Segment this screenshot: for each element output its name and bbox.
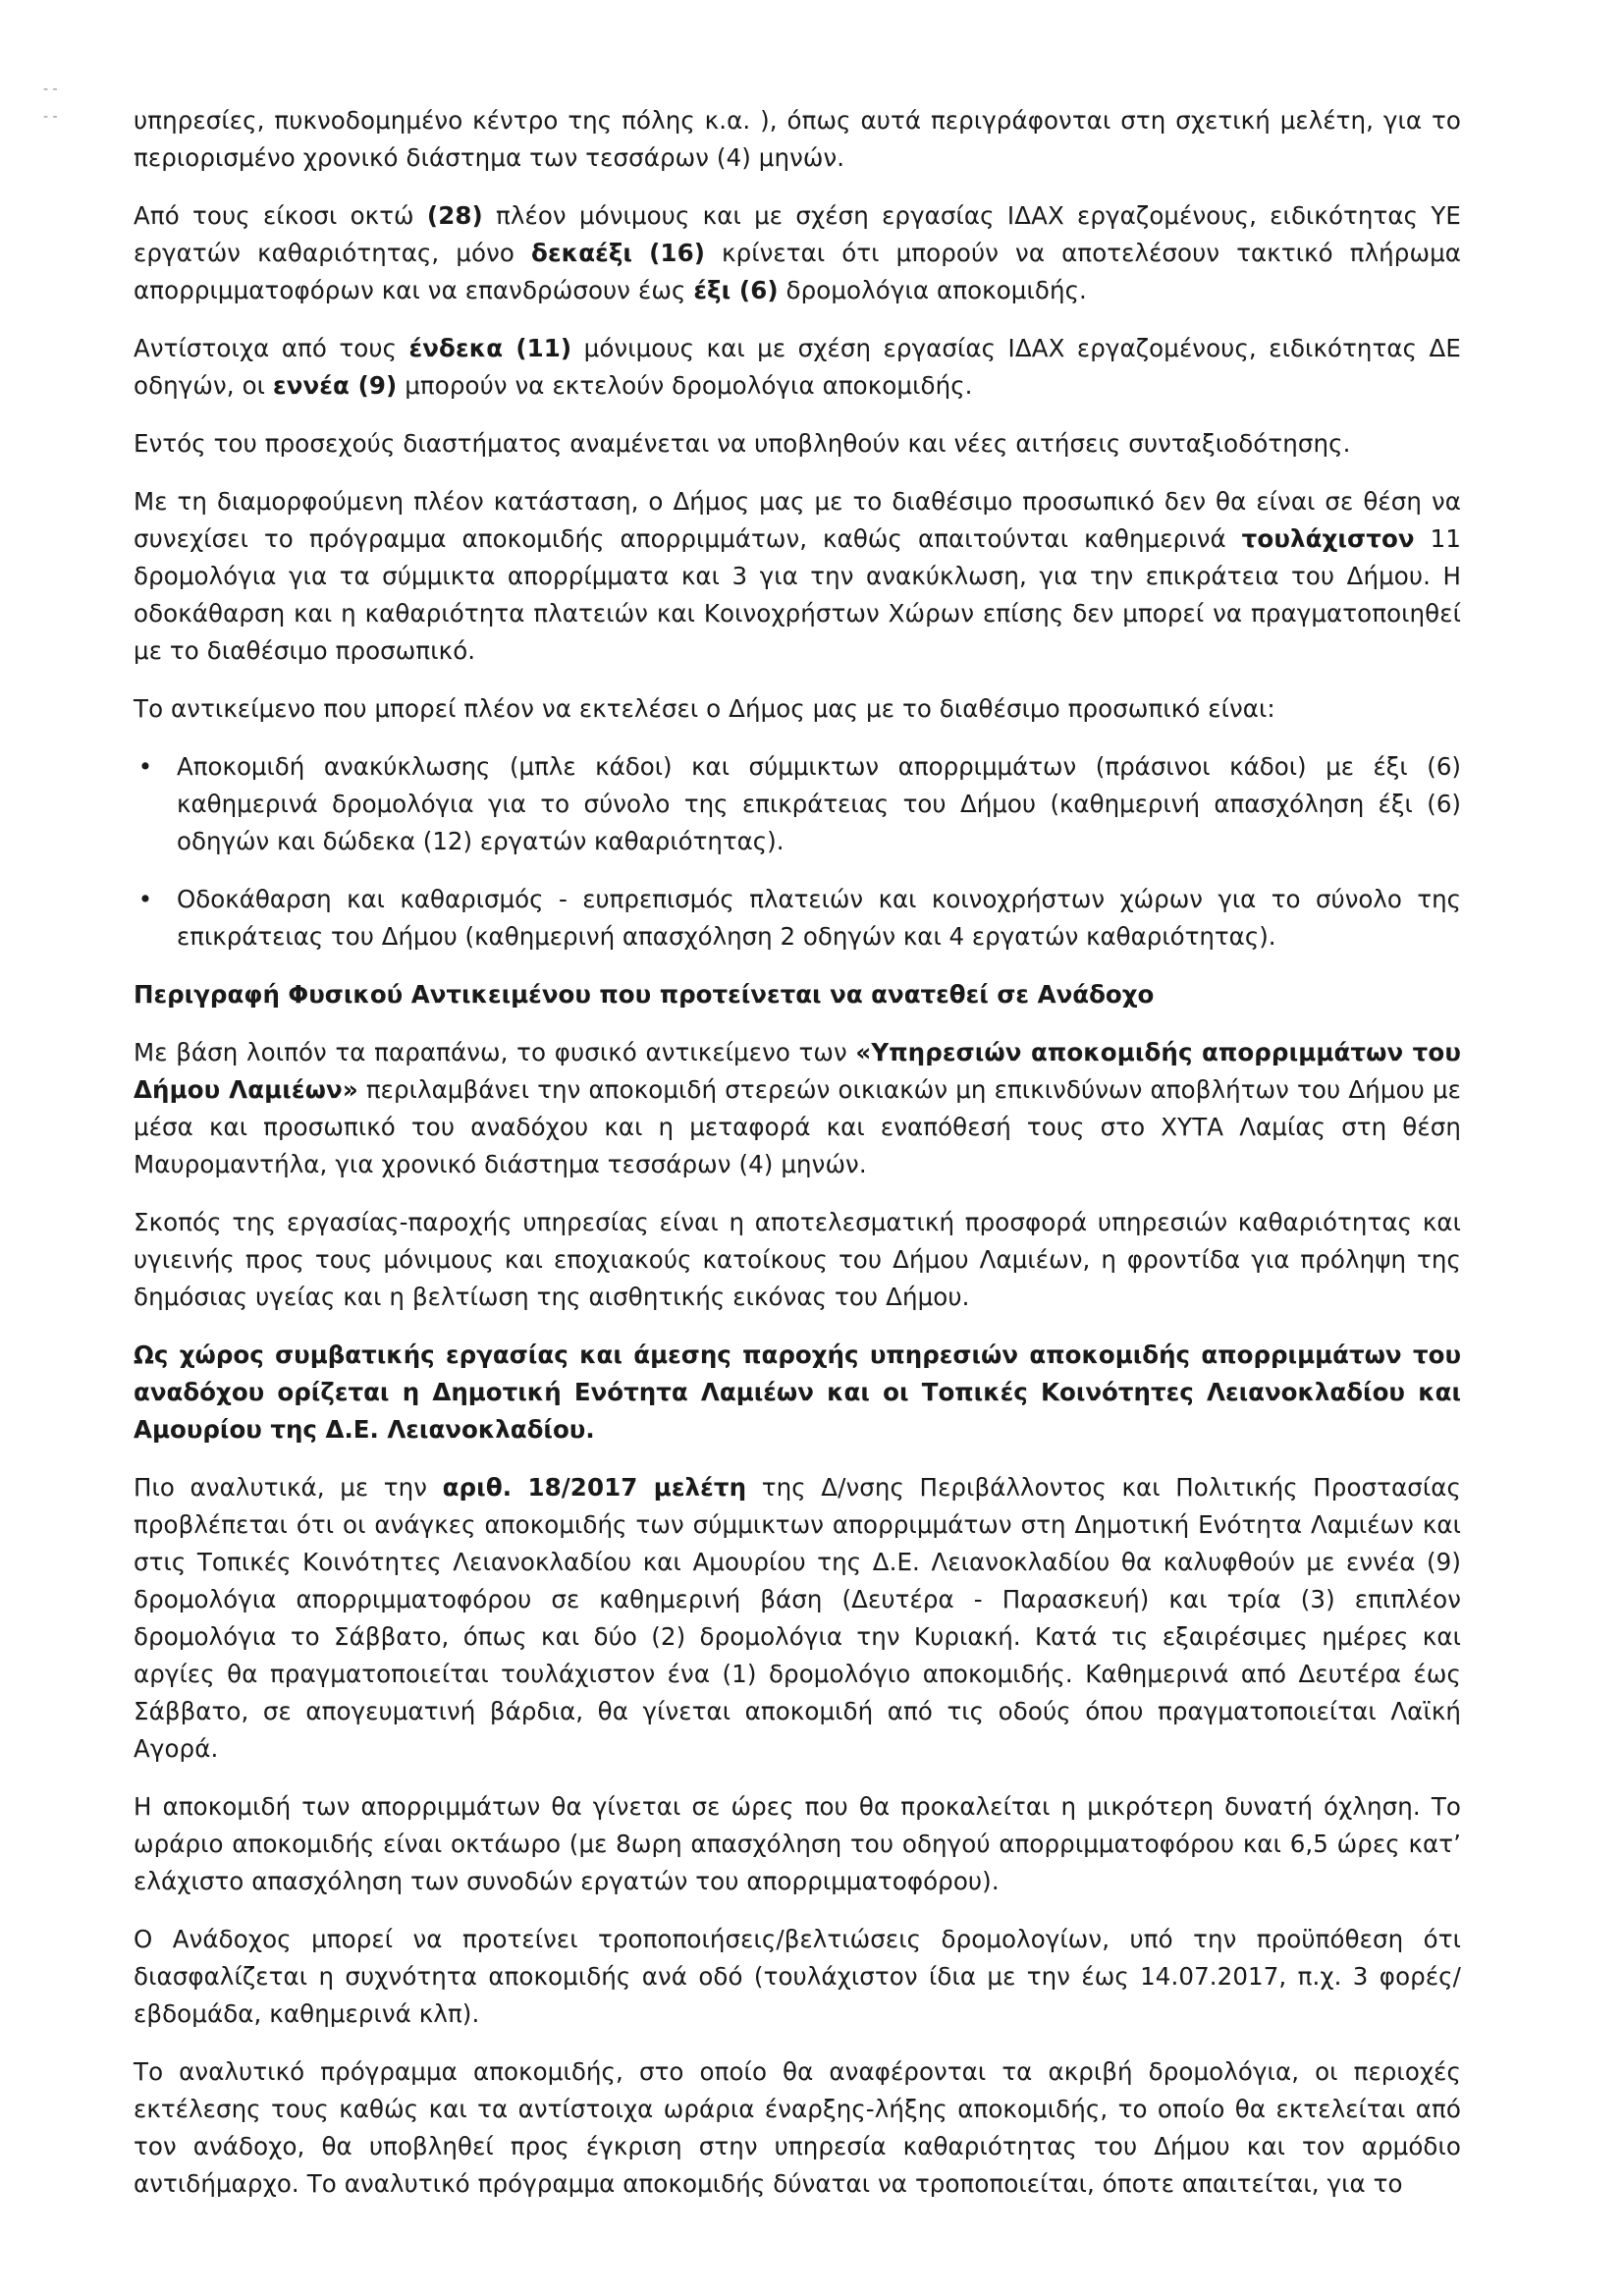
bullet-icon: • bbox=[137, 885, 153, 913]
paragraph-10: Η αποκομιδή των απορριμμάτων θα γίνεται σε ώρες που θα προκαλείται η μικρότερη δυνατή όχληση. Το ωράριο αποκομιδής είναι οκτάωρο (με 8ωρη απασχόληση του οδηγού απορριμματοφόρου και 6,5 ώρες κατ’ ελάχιστο απασχόληση των συνοδών εργατών του απορριμματοφόρου). bbox=[134, 1792, 1461, 1895]
list-item: • Οδοκάθαρση και καθαρισμός - ευπρεπισμός πλατειών και κοινοχρήστων χώρων για το σύνολο της επικράτειας του Δήμου (καθημερινή απασχόληση 2 οδηγών και 4 εργατών καθαριότητας). bbox=[134, 881, 1461, 956]
paragraph-12: Το αναλυτικό πρόγραμμα αποκομιδής, στο οποίο θα αναφέρονται τα ακριβή δρομολόγια, οι περιοχές εκτέλεσης τους καθώς και τα αντίστοιχα ωράρια έναρξης-λήξης αποκομιδής, το οποίο θα εκτελείται από τον ανάδοχο, θα υποβληθεί προς έγκριση στην υπηρεσία καθαριότητας του Δήμου και τον αρμόδιο αντιδήμαρχο. Το αναλυτικό πρόγραμμα αποκομιδής δύναται να τροποποιείται, όποτε απαιτείται, για το bbox=[134, 2057, 1461, 2198]
list-item: • Αποκομιδή ανακύκλωσης (μπλε κάδοι) και σύμμικτων απορριμμάτων (πράσινοι κάδοι) με έξι (6) καθημερινά δρομολόγια για το σύνολο της επικράτειας του Δήμου (καθημερινή απασχόληση έξι (6) οδηγών και δώδεκα (12) εργατών καθαριότητας). bbox=[134, 748, 1461, 860]
section-heading: Περιγραφή Φυσικού Αντικειμένου που προτείνεται να ανατεθεί σε Ανάδοχο bbox=[134, 980, 1155, 1009]
bold-statement: Ως χώρος συμβατικής εργασίας και άμεσης παροχής υπηρεσιών αποκομιδής απορριμμάτων του αναδόχου ορίζεται η Δημοτική Ενότητα Λαμιέων και οι Τοπικές Κοινότητες Λειανοκλαδίου και Αμουρίου της Δ.Ε. Λειανοκλαδίου. bbox=[134, 1340, 1461, 1444]
paragraph-4: Εντός του προσεχούς διαστήματος αναμένεται να υποβληθούν και νέες αιτήσεις συνταξιοδότησης. bbox=[134, 429, 1351, 458]
paragraph-11: Ο Ανάδοχος μπορεί να προτείνει τροποποιήσεις/βελτιώσεις δρομολογίων, υπό την προϋπόθεση ότι διασφαλίζεται η συχνότητα αποκομιδής ανά οδό (τουλάχιστον ίδια με την έως 14.07.2017, π.χ. 3 φορές/εβδομάδα, καθημερινά κλπ). bbox=[134, 1925, 1461, 2028]
paragraph-3: Αντίστοιχα από τους ένδεκα (11) μόνιμους και με σχέση εργασίας ΙΔΑΧ εργαζομένους, ειδικότητας ΔΕ οδηγών, οι εννέα (9) μπορούν να εκτελούν δρομολόγια αποκομιδής. bbox=[134, 334, 1461, 400]
bullet-list bbox=[134, 748, 1461, 956]
bullet-icon: • bbox=[137, 752, 153, 781]
paragraph-9: Πιο αναλυτικά, με την αριθ. 18/2017 μελέτη της Δ/νσης Περιβάλλοντος και Πολιτικής Προστασίας προβλέπεται ότι οι ανάγκες αποκομιδής των σύμμικτων απορριμμάτων στη Δημοτική Ενότητα Λαμιέων και στις Τοπικές Κοινότητες Λειανοκλαδίου και Αμουρίου της Δ.Ε. Λειανοκλαδίου θα καλυφθούν με εννέα (9) δρομολόγια απορριμματοφόρου σε καθημερινή βάση (Δευτέρα - Παρασκευή) και τρία (3) επιπλέον δρομολόγια το Σάββατο, όπως και δύο (2) δρομολόγια την Κυριακή. Κατά τις εξαιρέσιμες ημέρες και αργίες θα πραγματοποιείται τουλάχιστον ένα (1) δρομολόγιο αποκομιδής. Καθημερινά από Δευτέρα έως Σάββατο, σε απογευματινή βάρδια, θα γίνεται αποκομιδή από τις οδούς όπου πραγματοποιείται Λαϊκή Αγορά. bbox=[134, 1473, 1462, 1763]
paragraph-7: Με βάση λοιπόν τα παραπάνω, το φυσικό αντικείμενο των «Υπηρεσιών αποκομιδής απορριμμάτων του Δήμου Λαμιέων» περιλαμβάνει την αποκομιδή στερεών οικιακών μη επικινδύνων αποβλήτων του Δήμου με μέσα και προσωπικό του αναδόχου και η μεταφορά και εναπόθεσή τους στο ΧΥΤΑ Λαμίας στη θέση Μαυρομαντήλα, για χρονικό διάστημα τεσσάρων (4) μηνών. bbox=[134, 1038, 1461, 1178]
paragraph-1: υπηρεσίες, πυκνοδομημένο κέντρο της πόλης κ.α. ), όπως αυτά περιγράφονται στη σχετική μελέτη, για το περιορισμένο χρονικό διάστημα των τεσσάρων (4) μηνών. bbox=[134, 106, 1461, 172]
paragraph-2: Από τους είκοσι οκτώ (28) πλέον μόνιμους και με σχέση εργασίας ΙΔΑΧ εργαζομένους, ειδικότητας ΥΕ εργατών καθαριότητας, μόνο δεκαέξι (16) κρίνεται ότι μπορούν να αποτελέσουν τακτικό πλήρωμα απορριμματοφόρων και να επανδρώσουν έως έξι (6) δρομολόγια αποκομιδής. bbox=[134, 201, 1462, 304]
paragraph-6: Το αντικείμενο που μπορεί πλέον να εκτελέσει ο Δήμος μας με το διαθέσιμο προσωπικό είναι: bbox=[134, 694, 1275, 723]
scan-margin-marks: ‐ ‐ ‐ ‐ bbox=[43, 82, 58, 125]
document-page bbox=[134, 102, 1461, 2223]
paragraph-8: Σκοπός της εργασίας-παροχής υπηρεσίας είναι η αποτελεσματική προσφορά υπηρεσιών καθαριότητας και υγιεινής προς τους μόνιμους και εποχιακούς κατοίκους του Δήμου Λαμιέων, η φροντίδα για πρόληψη της δημόσιας υγείας και η βελτίωση της αισθητικής εικόνας του Δήμου. bbox=[134, 1208, 1461, 1311]
paragraph-5: Με τη διαμορφούμενη πλέον κατάσταση, ο Δήμος μας με το διαθέσιμο προσωπικό δεν θα είναι σε θέση να συνεχίσει το πρόγραμμα αποκομιδής απορριμμάτων, καθώς απαιτούνται καθημερινά τουλάχιστον 11 δρομολόγια για τα σύμμικτα απορρίμματα και 3 για την ανακύκλωση, για την επικράτεια του Δήμου. Η οδοκάθαρση και η καθαριότητα πλατειών και Κοινοχρήστων Χώρων επίσης δεν μπορεί να πραγματοποιηθεί με το διαθέσιμο προσωπικό. bbox=[134, 487, 1462, 665]
